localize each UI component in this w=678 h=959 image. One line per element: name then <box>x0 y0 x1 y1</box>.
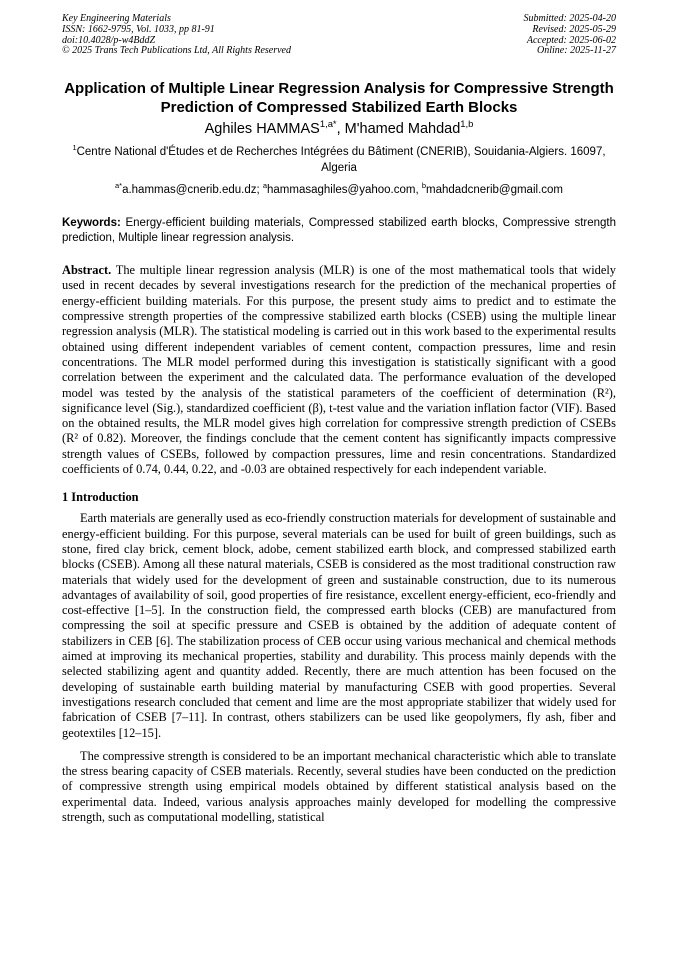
intro-paragraph-2: The compressive strength is considered to be an important mechanical characteristic which able to translate the stress bearing capacity of CSEB materials. Recently, several studies have been conducted on the prediction of compressive strength using empirical models obtained by different statistical analysis based on the experimental data. Indeed, various analysis approaches mainly developed for modelling the compressive strength, such as computational modelling, statistical <box>62 748 616 824</box>
abstract <box>62 263 616 477</box>
paper-title: Application of Multiple Linear Regression Analysis for Compressive Strength Prediction of Compressed Stabilized Earth Blocks <box>64 80 614 117</box>
section-heading-introduction: 1 Introduction <box>62 490 139 505</box>
online-date: Online: 2025-11-27 <box>537 45 616 57</box>
issn: ISSN: 1662-9795, Vol. 1033, pp 81-91 <box>62 23 215 35</box>
author-list <box>62 120 616 139</box>
author-2: M'hamed Mahdad <box>344 121 461 138</box>
email-list <box>62 183 616 198</box>
email-1-marker: a* <box>115 181 123 191</box>
author-separator: , <box>336 121 345 138</box>
affiliation <box>62 145 616 176</box>
keywords-label: Keywords: <box>62 217 121 230</box>
affiliation-text: Centre National d'Études et de Recherches Intégrées du Bâtiment (CNERIB), Souidania-Algiers. 16097, Algeria <box>76 146 606 174</box>
keywords-text: Energy-efficient building materials, Compressed stabilized earth blocks, Compressive strength prediction, Multiple linear regression analysis. <box>62 217 616 245</box>
abstract-text: The multiple linear regression analysis (MLR) is one of the most mathematical tools that widely used in recent decades by several investigations research for the prediction of the mechanical properties of energy-efficient building materials. For this purpose, the present study aims to predict and to estimate the compressive strength properties of the compressive stabilized earth blocks (CSEB) using the multiple linear regression analysis (MLR). The statistical modeling is carried out in this work based to the experimental results obtained using different independent variables of cement content, compaction pressures, lime and resin concentrations. The MLR model performed during this investigation is statistically significant with a good correlation between the experiment and the calculated data. The performance evaluation of the developed model was tested by the analysis of the statistical parameters of the coefficient of determination (R²), significance level (Sig.), standardized coefficient (β), t-test value and the variation inflation factor (VIF). Based on the obtained results, the MLR model gives high correlation for compressive strength prediction of CSEBs (R² of 0.82). Moreover, the findings conclude that the cement content has significantly impacts compressive strength values of CSEBs, followed by compaction pressures, lime and resin concentrations. Standardized coefficients of 0.74, 0.44, 0.22, and -0.03 are obtained respectively for each independent variable. <box>62 263 616 477</box>
header-left <box>62 14 291 57</box>
journal-name: Key Engineering Materials <box>62 13 171 24</box>
doi: doi:10.4028/p-w4BddZ <box>62 34 156 46</box>
author-2-affil: 1,b <box>460 118 474 130</box>
email-2-marker: a <box>262 181 268 191</box>
submitted-date: Submitted: 2025-04-20 <box>523 13 616 24</box>
keywords <box>62 216 616 246</box>
email-3[interactable]: mahdadcnerib@gmail.com <box>426 184 563 197</box>
affiliation-marker: 1 <box>72 143 77 153</box>
abstract-label: Abstract. <box>62 263 112 278</box>
paper-page <box>62 14 616 825</box>
accepted-date: Accepted: 2025-06-02 <box>526 34 616 46</box>
author-1-affil: 1,a* <box>319 118 337 130</box>
copyright: © 2025 Trans Tech Publications Ltd, All Rights Reserved <box>62 45 291 57</box>
intro-paragraph-1: Earth materials are generally used as eco-friendly construction materials for development of sustainable and energy-efficient building. For this purpose, several materials can be used for built of green buildings, such as stone, fired clay brick, cement block, adobe, cement stabilized earth block, and compressed stabilized earth blocks (CSEB). Among all these natural materials, CSEB is considered as the most traditional construction raw materials that widely used for the development of green and sustainable construction, due to its numerous advantages of availability of soil, good properties of fire resistance, excellent energy-efficient, eco-friendly and cost-effective [1–5]. In the construction field, the compressed earth blocks (CEB) are manufactured from compressing the soil at specific pressure and CSEB is obtained by the addition of adequate content of stabilizers in CEB [6]. The stabilization process of CEB occur using various mechanical and chemical methods aimed at improving its mechanical properties, stability and durability. This process mainly depends with the selected stabilizing agent and quantity added. Recently, there are much attention has been focused on the developing of sustainable earth building material by manufacturing CSEB with good properties. Several investigations research concluded that cement and lime are the most appropriate stabilizer that widely used for fabrication of CSEB [7–11]. In contrast, others stabilizers can be used like geopolymers, fly ash, fiber and geotextiles [12–15]. <box>62 511 616 740</box>
author-1: Aghiles HAMMAS <box>204 121 320 138</box>
header-right <box>524 14 617 57</box>
email-1[interactable]: a.hammas@cnerib.edu.dz; <box>122 184 263 197</box>
email-2[interactable]: hammasaghiles@yahoo.com, <box>267 184 422 197</box>
email-3-marker: b <box>421 181 427 191</box>
revised-date: Revised: 2025-05-29 <box>532 23 616 35</box>
journal-header <box>62 14 616 57</box>
